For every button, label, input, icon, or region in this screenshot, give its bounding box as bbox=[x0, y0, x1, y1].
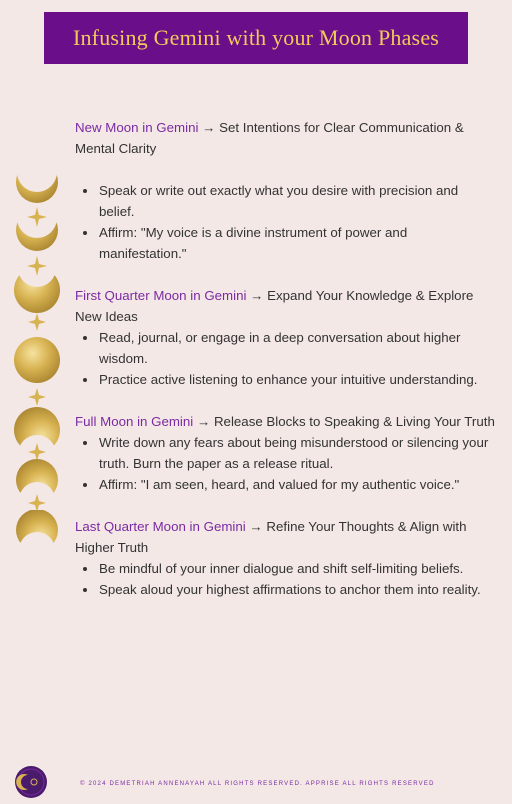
section-first-quarter bbox=[75, 285, 495, 390]
copyright-footer: © 2024 DEMETRIAH ANNENAYAH ALL RIGHTS RESERVED. APPRISE ALL RIGHTS RESERVED bbox=[80, 781, 435, 787]
phase-name: New Moon in Gemini bbox=[75, 120, 199, 135]
section-full-moon bbox=[75, 411, 495, 495]
bullet-list bbox=[75, 327, 495, 390]
phase-theme: Expand Your Knowledge & Explore New Ideas bbox=[75, 288, 474, 324]
list-item: • Be mindful of your inner dialogue and shift self-limiting beliefs. bbox=[98, 558, 495, 579]
list-item: • Read, journal, or engage in a deep conversation about higher wisdom. bbox=[98, 327, 495, 369]
phase-theme: Set Intentions for Clear Communication & Mental Clarity bbox=[75, 120, 464, 156]
section-heading bbox=[75, 411, 495, 432]
phase-theme: Release Blocks to Speaking & Living Your Truth bbox=[213, 414, 495, 429]
moon-phase-icon bbox=[14, 337, 60, 383]
bullet-list bbox=[75, 180, 495, 264]
arrow: → bbox=[250, 288, 264, 303]
list-item: • Affirm: "My voice is a divine instrument of power and manifestation." bbox=[98, 222, 495, 264]
section-heading bbox=[75, 285, 495, 327]
title-banner bbox=[44, 12, 468, 64]
moon-phases-content bbox=[75, 117, 495, 600]
phase-name: Last Quarter Moon in Gemini bbox=[75, 519, 246, 534]
arrow: → bbox=[202, 120, 216, 135]
list-item: • Speak aloud your highest affirmations to anchor them into reality. bbox=[98, 579, 495, 600]
bullet-list bbox=[75, 558, 495, 600]
phase-name: Full Moon in Gemini bbox=[75, 414, 194, 429]
arrow: → bbox=[196, 414, 211, 429]
moon-phase-icon bbox=[14, 267, 60, 313]
phase-theme: Refine Your Thoughts & Align with Higher Truth bbox=[75, 519, 467, 555]
phase-name: First Quarter Moon in Gemini bbox=[75, 288, 247, 303]
moon-phases-graphic bbox=[12, 170, 64, 550]
list-item: • Write down any fears about being misunderstood or silencing your truth. Burn the paper as a release ritual. bbox=[98, 432, 495, 474]
list-item: • Practice active listening to enhance your intuitive understanding. bbox=[98, 369, 495, 390]
list-item: • Affirm: "I am seen, heard, and valued for my authentic voice." bbox=[98, 474, 495, 495]
moon-phase-icon bbox=[16, 509, 58, 550]
arrow: → bbox=[249, 519, 263, 534]
page-title: Infusing Gemini with your Moon Phases bbox=[72, 25, 440, 50]
sparkle-icon bbox=[28, 313, 46, 331]
section-last-quarter bbox=[75, 516, 495, 600]
moon-phase-icon bbox=[16, 170, 58, 203]
moon-phase-icon bbox=[16, 209, 58, 251]
moon-phase-column bbox=[12, 170, 64, 550]
logo-icon bbox=[14, 765, 48, 799]
list-item: • Speak or write out exactly what you desire with precision and belief. bbox=[98, 180, 495, 222]
section-new-moon bbox=[75, 117, 495, 264]
sparkle-icon bbox=[28, 388, 46, 406]
section-heading bbox=[75, 516, 495, 558]
bullet-list bbox=[75, 432, 495, 495]
section-heading bbox=[75, 117, 495, 159]
